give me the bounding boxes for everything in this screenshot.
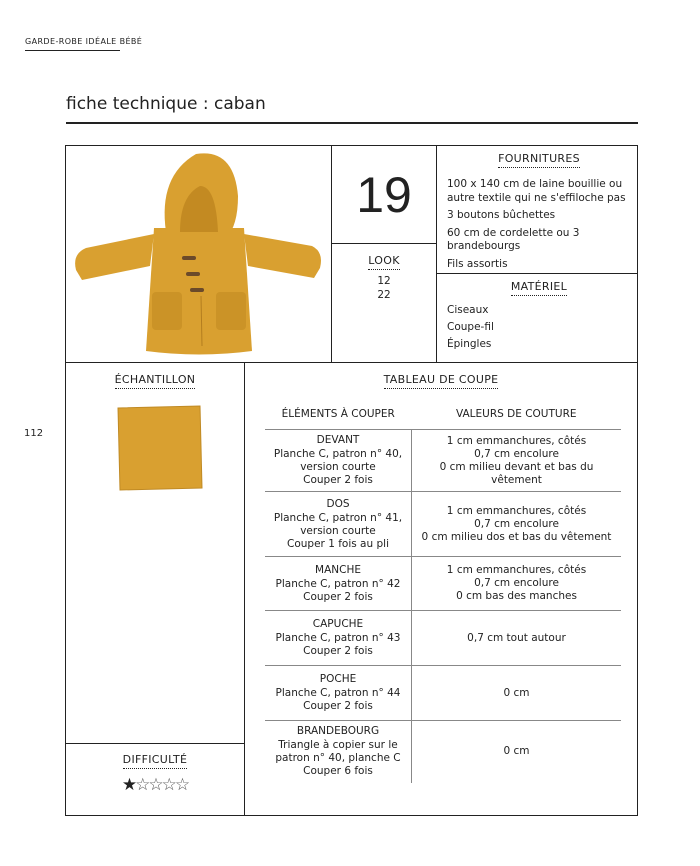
element-detail: Couper 1 fois au pli [287,537,389,550]
element-name: POCHE [319,673,357,685]
star-empty-icon: ☆ [174,775,189,795]
valeur-line: 0 cm milieu dos et bas du vêtement [421,530,612,543]
valeur-line: 0,7 cm encolure [474,577,559,589]
materiel-item: Ciseaux [447,304,489,316]
element-cell [265,721,412,783]
look-value: 12 [377,275,391,287]
element-detail: patron n° 40, planche C [275,752,401,765]
table-row [265,492,621,557]
valeur-cell [412,611,622,666]
table-row [265,666,621,721]
series-header: GARDE-ROBE IDÉALE BÉBÉ [25,37,143,46]
element-cell [265,611,412,666]
look-number-panel [331,145,437,244]
cutting-table [265,399,621,783]
fournitures-panel [436,145,638,274]
materiel-item: Coupe-fil [447,321,494,333]
star-empty-icon: ☆ [148,775,162,795]
difficulte-title: DIFFICULTÉ [123,753,188,769]
look-panel [331,243,437,363]
coat-photo-panel [65,145,332,363]
element-detail: Couper 2 fois [303,645,373,657]
element-cell [265,666,412,721]
star-filled-icon: ★ [121,775,136,795]
table-row [265,430,621,492]
element-cell [265,492,412,557]
valeur-cell [412,557,622,611]
materiel-panel [436,273,638,363]
element-detail: Planche C, patron n° 43 [275,632,401,644]
fourniture-item: 60 cm de cordelette ou 3 brandebourgs [447,226,580,252]
valeur-line: 0 cm [503,745,530,758]
valeur-cell [412,666,622,721]
element-cell [265,430,412,492]
element-detail: Couper 2 fois [303,700,373,712]
fourniture-item: 100 x 140 cm de laine bouillie ou autre textile qui ne s'effiloche pas [447,178,626,204]
element-detail: version courte [300,524,376,537]
difficulty-stars [66,775,244,795]
element-detail: Planche C, patron n° 41, [273,511,403,524]
element-name: BRANDEBOURG [296,725,380,738]
star-empty-icon: ☆ [135,775,149,795]
table-row [265,721,621,783]
col-header-elements: ÉLÉMENTS À COUPER [281,407,395,420]
valeur-line: 1 cm emmanchures, côtés [446,434,587,447]
element-name: DEVANT [316,434,360,446]
difficulte-panel [65,743,245,816]
element-detail: Planche C, patron n° 42 [275,577,401,590]
element-name: CAPUCHE [312,618,364,630]
star-empty-icon: ☆ [161,775,175,795]
header-rule [25,50,120,51]
element-detail: Planche C, patron n° 44 [275,687,401,699]
coat-illustration [66,146,331,362]
element-detail: Planche C, patron n° 40, [273,448,403,460]
element-detail: version courte [300,461,376,473]
page-title: fiche technique : caban [66,94,266,114]
fourniture-item: 3 boutons bûchettes [447,209,556,221]
tableau-title: TABLEAU DE COUPE [384,373,499,389]
element-detail: Couper 2 fois [303,590,373,603]
fourniture-item: Fils assortis [447,257,508,270]
look-number: 19 [356,166,412,223]
look-value: 22 [377,289,391,301]
materiel-title: MATÉRIEL [511,280,567,296]
valeur-line: 0 cm milieu devant et bas du vêtement [439,460,594,486]
element-detail: Couper 2 fois [303,474,373,486]
element-detail: Triangle à copier sur le [278,739,398,752]
valeur-cell [412,721,622,783]
tableau-panel [244,362,638,816]
echantillon-title: ÉCHANTILLON [115,373,196,389]
valeur-line: 0 cm [503,686,530,699]
title-rule [66,122,638,124]
valeur-line: 1 cm emmanchures, côtés [446,504,587,517]
valeur-line: 0,7 cm encolure [474,517,559,530]
valeur-line: 0,7 cm encolure [474,447,559,460]
col-header-valeurs: VALEURS DE COUTURE [455,407,577,420]
echantillon-panel [65,362,245,744]
valeur-cell [412,492,622,557]
element-name: MANCHE [315,563,361,576]
page-number: 112 [24,428,44,439]
look-label: LOOK [368,254,399,270]
valeur-line: 0,7 cm tout autour [467,631,566,644]
element-detail: Couper 6 fois [303,765,373,778]
table-row [265,611,621,666]
valeur-cell [412,430,622,492]
element-name: DOS [326,497,350,510]
table-row [265,557,621,611]
materiel-item: Épingles [447,338,492,350]
fournitures-title: FOURNITURES [498,152,580,168]
valeur-line: 1 cm emmanchures, côtés [446,564,587,576]
fabric-swatch [114,404,204,492]
element-cell [265,557,412,611]
valeur-line: 0 cm bas des manches [456,590,577,602]
